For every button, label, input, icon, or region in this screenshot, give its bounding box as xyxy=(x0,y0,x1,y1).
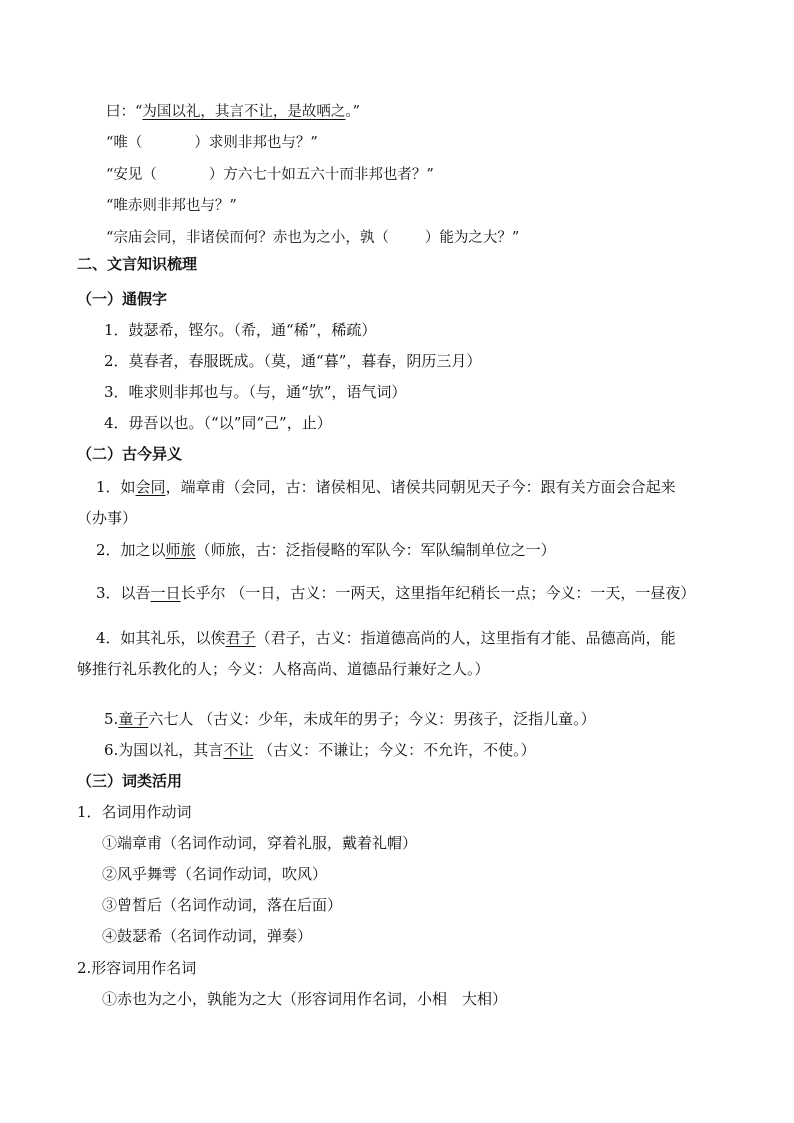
list-item: ④鼓瑟希（名词作动词，弹奏） xyxy=(102,927,313,945)
quote-text: “唯（ xyxy=(106,135,143,151)
list-item xyxy=(104,740,536,760)
quote-line-1 xyxy=(106,102,360,122)
list-item xyxy=(96,583,695,603)
sub-heading: 2.形容词用作名词 xyxy=(77,959,197,977)
quote-line-4 xyxy=(106,196,237,216)
list-item xyxy=(104,709,596,729)
underlined-term: 君子 xyxy=(225,629,256,647)
quote-text: “唯赤则非邦也与？” xyxy=(106,198,237,214)
quote-text: 曰：“ xyxy=(106,104,143,120)
quote-line-2 xyxy=(106,133,318,153)
item-text: ，端章甫（会同，古：诸侯相见、诸侯共同朝见天子今：跟有关方面会合起来 xyxy=(165,478,676,496)
list-item: 4．毋吾以也。（“以”同“己”，止） xyxy=(104,414,332,432)
list-item-continuation: （办事） xyxy=(77,509,138,527)
list-item: 3．唯求则非邦也与。（与，通“欤”，语气词） xyxy=(104,383,407,401)
item-text: 5. xyxy=(104,710,119,728)
item-text: 2．加之以 xyxy=(96,541,166,559)
quote-underlined: 为国以礼，其言不让，是故哂之 xyxy=(142,104,346,120)
quote-text: ）能为之大？” xyxy=(424,230,520,246)
underlined-term: 一日 xyxy=(150,584,181,602)
underlined-term: 不让 xyxy=(223,741,254,759)
quote-text: ）方六七十如五六十而非邦也者？” xyxy=(208,167,434,183)
item-text: 6.为国以礼，其言 xyxy=(104,741,224,759)
quote-text: “宗庙会同，非诸侯而何？赤也为之小，孰（ xyxy=(106,230,389,246)
underlined-term: 会同 xyxy=(135,478,166,496)
item-text: 六七人 （古义：少年，未成年的男子；今义：男孩子，泛指儿童。） xyxy=(148,710,596,728)
sub-heading: 1．名词用作动词 xyxy=(77,803,192,821)
quote-text: ）求则非邦也与？” xyxy=(194,135,318,151)
item-text: 长乎尔 （一日，古义：一两天，这里指年纪稍长一点；今义：一天，一昼夜） xyxy=(180,584,696,602)
list-item xyxy=(96,628,676,648)
subsection-title-gujin: （二）古今异义 xyxy=(77,445,183,463)
item-text: （君子，古义：指道德高尚的人，这里指有才能、品德高尚，能 xyxy=(255,629,676,647)
item-text: （古义：不谦让；今义：不允许，不使。） xyxy=(253,741,536,759)
list-item: 2．莫春者，春服既成。（莫，通“暮”，暮春，阴历三月） xyxy=(104,352,482,370)
item-text: 3．以吾 xyxy=(96,584,151,602)
list-item: ①端章甫（名词作动词，穿着礼服，戴着礼帽） xyxy=(102,834,418,852)
list-item: ③曾皙后（名词作动词，落在后面） xyxy=(102,896,343,914)
subsection-title-cilei: （三）词类活用 xyxy=(77,772,183,790)
list-item xyxy=(96,540,556,560)
quote-text: 。” xyxy=(345,104,361,120)
list-item: 1．鼓瑟希，铿尔。（希，通“稀”，稀疏） xyxy=(104,321,377,339)
list-item: ②风乎舞雩（名词作动词，吹风） xyxy=(102,865,328,883)
item-text: 1．如 xyxy=(96,478,136,496)
underlined-term: 师旅 xyxy=(165,541,196,559)
quote-text: “安见（ xyxy=(106,167,157,183)
section-title: 二、文言知识梳理 xyxy=(77,255,198,273)
item-text: （师旅，古：泛指侵略的军队今：军队编制单位之一） xyxy=(195,541,556,559)
list-item-continuation: 够推行礼乐教化的人；今义：人格高尚、道德品行兼好之人。） xyxy=(77,660,490,678)
item-text: 4．如其礼乐，以俟 xyxy=(96,629,226,647)
list-item: ①赤也为之小，孰能为之大（形容词用作名词，小相 大相） xyxy=(102,990,508,1008)
quote-line-3 xyxy=(106,165,434,185)
underlined-term: 童子 xyxy=(118,710,149,728)
subsection-title-tongjia: （一）通假字 xyxy=(77,290,168,308)
quote-line-5 xyxy=(106,228,519,248)
list-item xyxy=(96,477,676,497)
